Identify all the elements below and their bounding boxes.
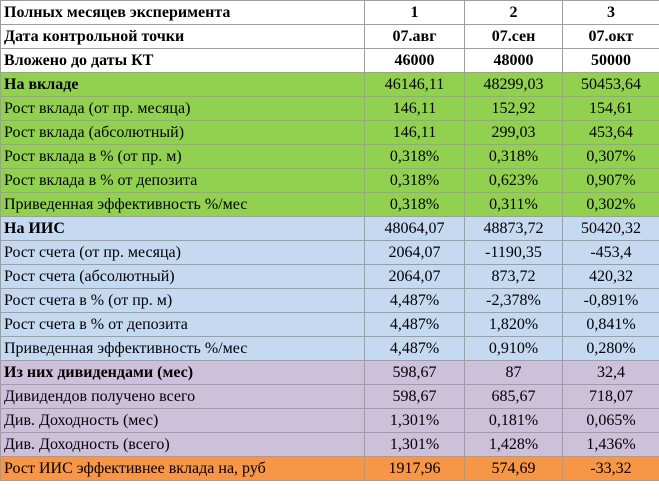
value-cell-month-3[interactable]: 0,307% <box>563 145 659 169</box>
value-cell-month-1[interactable]: 1,301% <box>365 409 465 433</box>
row-label[interactable]: Полных месяцев эксперимента <box>1 1 365 25</box>
value-cell-month-2[interactable]: 299,03 <box>465 121 563 145</box>
row-iis-growth-monthly <box>1 241 659 265</box>
value-cell-month-1[interactable]: 146,11 <box>365 97 465 121</box>
value-cell-month-1[interactable]: 146,11 <box>365 121 465 145</box>
value-cell-month-3[interactable]: 420,32 <box>563 265 659 289</box>
row-dividend-yield-monthly <box>1 409 659 433</box>
value-cell-month-2[interactable]: -2,378% <box>465 289 563 313</box>
value-cell-month-3[interactable]: 32,4 <box>563 361 659 385</box>
row-label[interactable]: Рост вклада в % (от пр. м) <box>1 145 365 169</box>
value-cell-month-2[interactable]: 0,623% <box>465 169 563 193</box>
value-cell-month-1[interactable]: 598,67 <box>365 385 465 409</box>
value-cell-month-2[interactable]: 2 <box>465 1 563 25</box>
value-cell-month-1[interactable]: 0,318% <box>365 169 465 193</box>
row-iis-effective-rate <box>1 337 659 361</box>
value-cell-month-3[interactable]: 07.окт <box>563 25 659 49</box>
value-cell-month-3[interactable]: 0,302% <box>563 193 659 217</box>
value-cell-month-3[interactable]: 50453,64 <box>563 73 659 97</box>
value-cell-month-2[interactable]: 1,428% <box>465 433 563 457</box>
value-cell-month-1[interactable]: 598,67 <box>365 361 465 385</box>
row-deposit-growth-monthly <box>1 97 659 121</box>
value-cell-month-3[interactable]: 0,065% <box>563 409 659 433</box>
value-cell-month-3[interactable]: 718,07 <box>563 385 659 409</box>
value-cell-month-1[interactable]: 4,487% <box>365 313 465 337</box>
row-label[interactable]: Рост счета (абсолютный) <box>1 265 365 289</box>
row-deposit-growth-absolute <box>1 121 659 145</box>
row-label[interactable]: Рост вклада (абсолютный) <box>1 121 365 145</box>
row-checkpoint-date <box>1 25 659 49</box>
value-cell-month-3[interactable]: -33,32 <box>563 457 659 481</box>
value-cell-month-2[interactable]: 87 <box>465 361 563 385</box>
row-dividend-yield-total <box>1 433 659 457</box>
row-label[interactable]: Рост счета в % (от пр. м) <box>1 289 365 313</box>
value-cell-month-1[interactable]: 4,487% <box>365 337 465 361</box>
row-label[interactable]: Из них дивидендами (мес) <box>1 361 365 385</box>
row-months <box>1 1 659 25</box>
value-cell-month-1[interactable]: 46146,11 <box>365 73 465 97</box>
value-cell-month-2[interactable]: 48000 <box>465 49 563 73</box>
value-cell-month-3[interactable]: 50420,32 <box>563 217 659 241</box>
value-cell-month-3[interactable]: -0,891% <box>563 289 659 313</box>
row-deposit-total <box>1 73 659 97</box>
row-label[interactable]: Вложено до даты КТ <box>1 49 365 73</box>
value-cell-month-3[interactable]: -453,4 <box>563 241 659 265</box>
value-cell-month-2[interactable]: 574,69 <box>465 457 563 481</box>
row-iis-growth-pct-monthly <box>1 289 659 313</box>
row-label[interactable]: Рост вклада в % от депозита <box>1 169 365 193</box>
value-cell-month-3[interactable]: 0,280% <box>563 337 659 361</box>
row-deposit-growth-pct-of-deposit <box>1 169 659 193</box>
value-cell-month-2[interactable]: 0,311% <box>465 193 563 217</box>
value-cell-month-1[interactable]: 0,318% <box>365 145 465 169</box>
value-cell-month-2[interactable]: 0,181% <box>465 409 563 433</box>
row-iis-growth-pct-of-deposit <box>1 313 659 337</box>
value-cell-month-3[interactable]: 0,841% <box>563 313 659 337</box>
row-label[interactable]: Див. Доходность (всего) <box>1 433 365 457</box>
value-cell-month-1[interactable]: 1 <box>365 1 465 25</box>
value-cell-month-1[interactable]: 1917,96 <box>365 457 465 481</box>
row-deposit-effective-rate <box>1 193 659 217</box>
row-deposit-growth-pct-monthly <box>1 145 659 169</box>
value-cell-month-1[interactable]: 2064,07 <box>365 241 465 265</box>
value-cell-month-2[interactable]: 1,820% <box>465 313 563 337</box>
value-cell-month-2[interactable]: 0,318% <box>465 145 563 169</box>
value-cell-month-1[interactable]: 4,487% <box>365 289 465 313</box>
value-cell-month-3[interactable]: 0,907% <box>563 169 659 193</box>
value-cell-month-3[interactable]: 3 <box>563 1 659 25</box>
row-label[interactable]: Приведенная эффективность %/мес <box>1 337 365 361</box>
row-invested <box>1 49 659 73</box>
value-cell-month-1[interactable]: 07.авг <box>365 25 465 49</box>
value-cell-month-3[interactable]: 50000 <box>563 49 659 73</box>
row-iis-advantage <box>1 457 659 481</box>
value-cell-month-2[interactable]: -1190,35 <box>465 241 563 265</box>
value-cell-month-2[interactable]: 48873,72 <box>465 217 563 241</box>
value-cell-month-2[interactable]: 685,67 <box>465 385 563 409</box>
value-cell-month-1[interactable]: 1,301% <box>365 433 465 457</box>
value-cell-month-3[interactable]: 154,61 <box>563 97 659 121</box>
row-label[interactable]: Рост счета в % от депозита <box>1 313 365 337</box>
row-label[interactable]: Дивидендов получено всего <box>1 385 365 409</box>
value-cell-month-2[interactable]: 07.сен <box>465 25 563 49</box>
row-label[interactable]: Рост вклада (от пр. месяца) <box>1 97 365 121</box>
value-cell-month-1[interactable]: 48064,07 <box>365 217 465 241</box>
value-cell-month-1[interactable]: 0,318% <box>365 193 465 217</box>
row-dividends-monthly <box>1 361 659 385</box>
row-label[interactable]: На ИИС <box>1 217 365 241</box>
row-label[interactable]: На вкладе <box>1 73 365 97</box>
value-cell-month-2[interactable]: 873,72 <box>465 265 563 289</box>
row-iis-total <box>1 217 659 241</box>
value-cell-month-2[interactable]: 48299,03 <box>465 73 563 97</box>
row-label[interactable]: Див. Доходность (мес) <box>1 409 365 433</box>
row-iis-growth-absolute <box>1 265 659 289</box>
value-cell-month-2[interactable]: 152,92 <box>465 97 563 121</box>
row-label[interactable]: Приведенная эффективность %/мес <box>1 193 365 217</box>
value-cell-month-2[interactable]: 0,910% <box>465 337 563 361</box>
row-dividends-total <box>1 385 659 409</box>
value-cell-month-1[interactable]: 46000 <box>365 49 465 73</box>
value-cell-month-3[interactable]: 453,64 <box>563 121 659 145</box>
row-label[interactable]: Рост счета (от пр. месяца) <box>1 241 365 265</box>
value-cell-month-3[interactable]: 1,436% <box>563 433 659 457</box>
row-label[interactable]: Рост ИИС эффективнее вклада на, руб <box>1 457 365 481</box>
value-cell-month-1[interactable]: 2064,07 <box>365 265 465 289</box>
row-label[interactable]: Дата контрольной точки <box>1 25 365 49</box>
